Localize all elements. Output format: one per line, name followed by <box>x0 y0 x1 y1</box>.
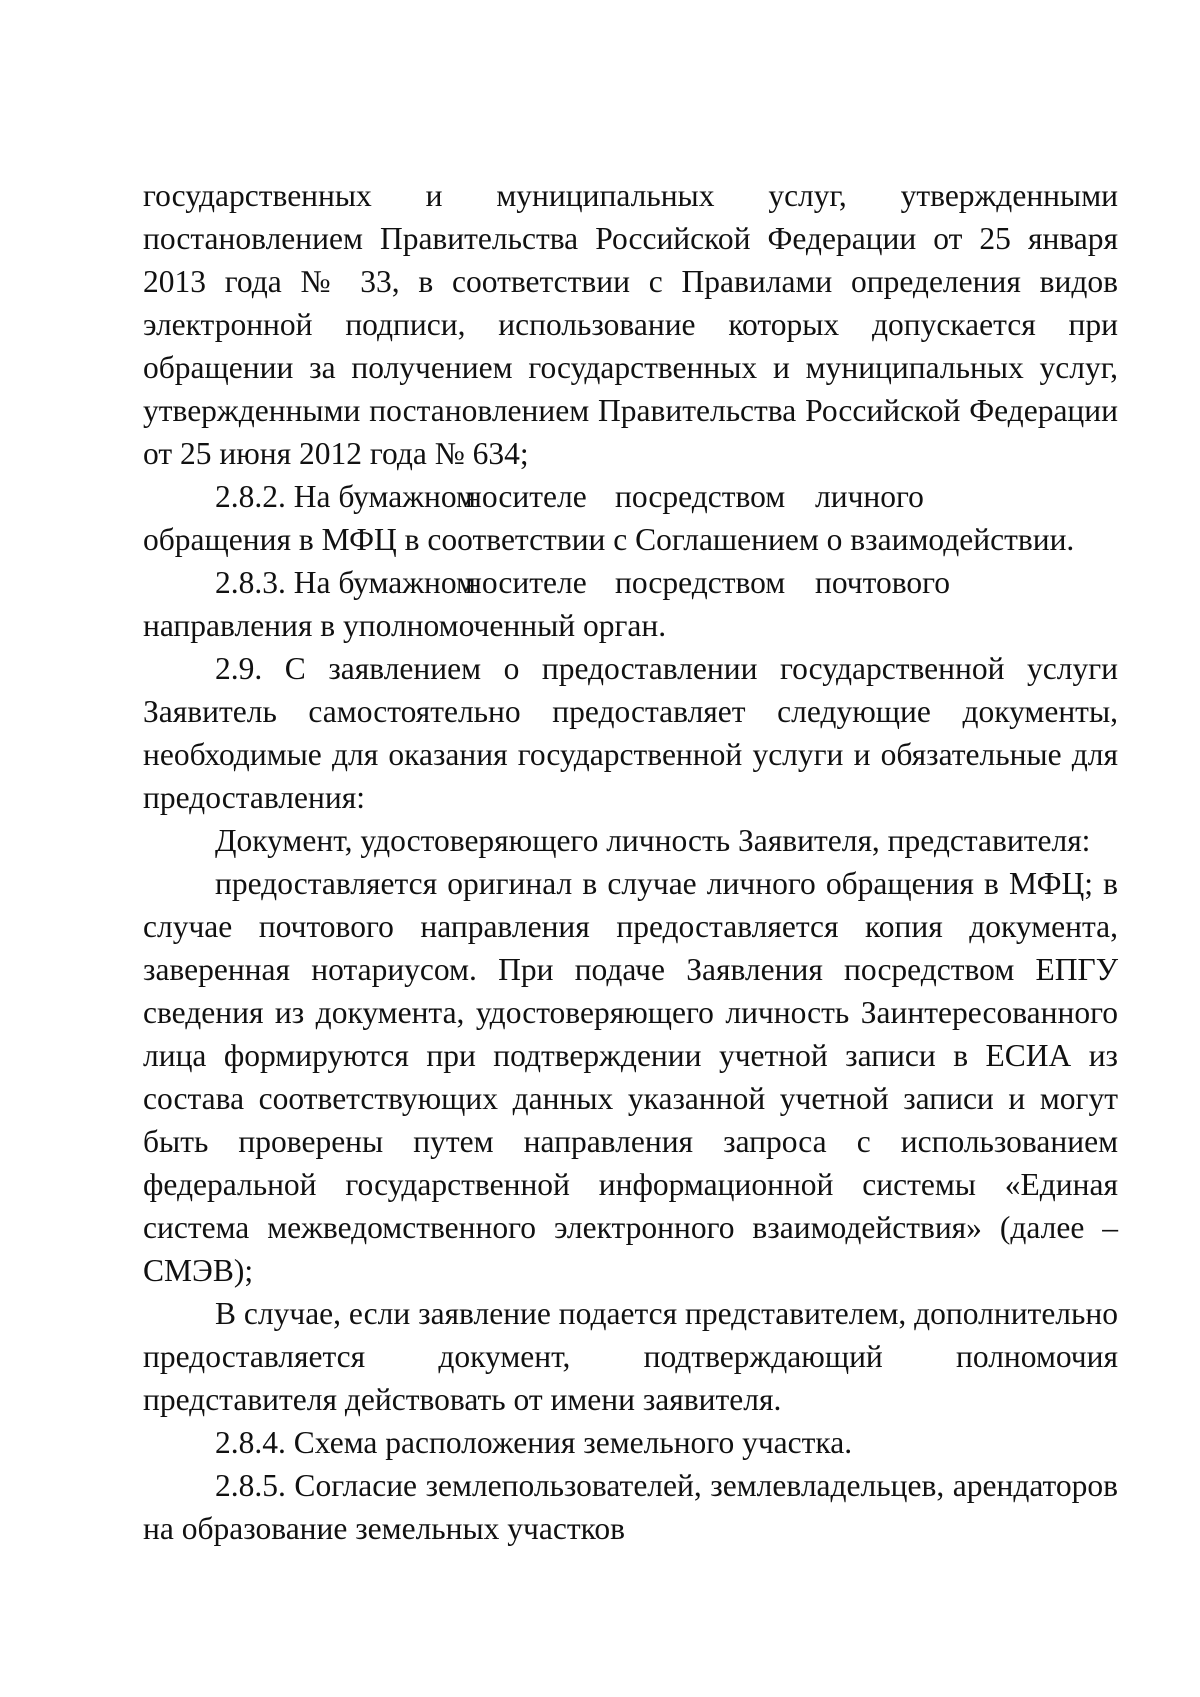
text-fragment: 2.8.3. На бумажном <box>215 565 476 600</box>
text-fragment: посредством <box>615 479 786 514</box>
paragraph-2-8-3-first-line <box>143 561 1118 604</box>
paragraph-identity-document: Документ, удостоверяющего личность Заявителя, представителя: <box>215 823 1091 858</box>
text-fragment: носителе <box>465 479 587 514</box>
paragraph-2-8-2-first-line <box>143 475 1118 518</box>
text-fragment: 2.8.2. На бумажном <box>215 479 476 514</box>
paragraph-original-provision: предоставляется оригинал в случае личного обращения в МФЦ; в случае почтового направления предоставляется копия документа, заверенная нотариусом. При подаче Заявления посредством ЕПГУ сведения из документа, удостоверяющего личность Заинтересованного лица формируются при подтверждении учетной записи в ЕСИА из состава соответствующих данных указанной учетной записи и могут быть проверены путем направления запроса с использованием федеральной государственной информационной системы «Единая система межведомственного электронного взаимодействия» (далее – СМЭВ); <box>143 866 1118 1288</box>
paragraph-2-8-2-continuation: обращения в МФЦ в соответствии с Соглашением о взаимодействии. <box>143 522 1075 557</box>
text-fragment: почтового <box>815 565 951 600</box>
text-fragment: посредством <box>615 565 786 600</box>
paragraph-legal-basis: государственных и муниципальных услуг, утвержденными постановлением Правительства Российской Федерации от 25 января 2013 года № 33, в соответствии с Правилами определения видов электронной подписи, использование которых допускается при обращении за получением государственных и муниципальных услуг, утвержденными постановлением Правительства Российской Федерации от 25 июня 2012 года № 634; <box>143 178 1118 471</box>
text-fragment: носителе <box>465 565 587 600</box>
paragraph-2-8-5: 2.8.5. Согласие землепользователей, землевладельцев, арендаторов на образование земельных участков <box>143 1468 1118 1546</box>
paragraph-2-8-4: 2.8.4. Схема расположения земельного участка. <box>215 1425 853 1460</box>
paragraph-2-9: 2.9. С заявлением о предоставлении государственной услуги Заявитель самостоятельно предоставляет следующие документы, необходимые для оказания государственной услуги и обязательные для предоставления: <box>143 651 1118 815</box>
paragraph-2-8-3-continuation: направления в уполномоченный орган. <box>143 608 667 643</box>
document-body <box>143 174 1118 1550</box>
paragraph-representative: В случае, если заявление подается представителем, дополнительно предоставляется документ, подтверждающий полномочия представителя действовать от имени заявителя. <box>143 1296 1118 1417</box>
text-fragment: личного <box>815 479 924 514</box>
